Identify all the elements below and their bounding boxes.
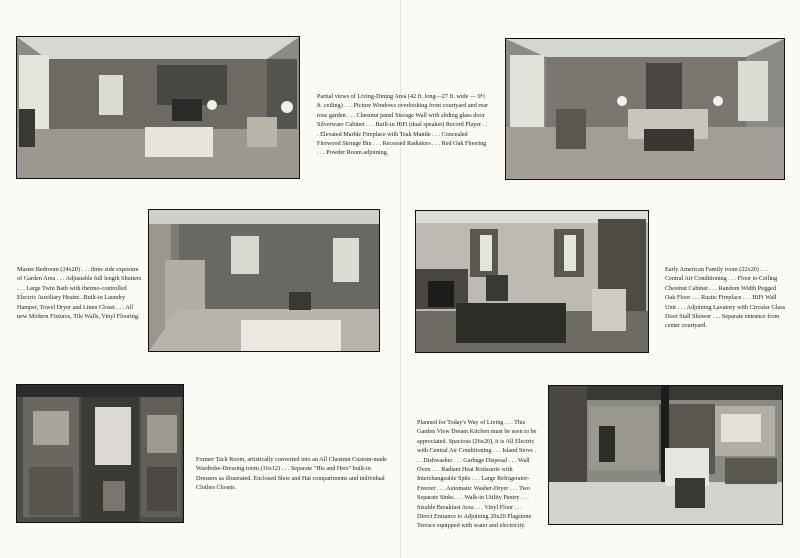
kitchen-photo — [548, 385, 783, 525]
master-bedroom-photo — [148, 209, 380, 352]
living-room-photo-left — [16, 36, 300, 179]
kitchen-caption: Planned for Today's Way of Living . . . This Garden View Dream Kitchen must be seen to be appreciated. Spacious (26x20), it is All Electric with Central Air Conditioning . . . Island Stove . . . Dishwasher . . . Garbage Disposal . . . Wall Oven . . . Radiant Heat Rotisserie with Interchangeable Spits . . . Large Refrigerator-Freezer . . . Automatic Washer-Dryer . . . Two Separate Sinks . . . Walk-in Utility Pantry . . . Sizable Breakfast Area . . . Vinyl Floor . . . Direct Entrance to Adjoining 20x20 Flagstone Terrace equipped with water and electricity. — [417, 419, 537, 530]
master-bedroom-caption: Master Bedroom (24x20) . . . three side exposure of Garden Area . . . Adjustable full length Shutters . . . Large Twin Bath with thermo-controlled Electric Auxiliary Heater...Built-in Laundry Hamper, Towel Dryer and Linen Closet . . . All new Modern Fixtures, Tile Walls, Vinyl Flooring. — [17, 266, 142, 321]
family-room-caption: Early American Family room (22x20) . . . Central Air Conditioning . . . Floor to Ceiling Chestnut Cabinet . . . Random Width Pegged Oak Floor . . . Rustic Fireplace . . . HiFi Wall Unit . . . Adjoining Lavatory with Circular Glass Door Stall Shower . . . Separate entrance from center courtyard. — [665, 266, 786, 330]
family-room-photo — [415, 210, 649, 353]
living-dining-caption: Partial views of Living-Dining Area (42 ft. long—27 ft. wide — 9½ ft. ceiling) . . . Picture Windows overlooking front courtyard and rear rose garden . . . Chestnut panel Storage Wall with sliding glass door Silverware Cabinet . . . Built-in HiFi (dual speaker) Record Player . . . Elevated Marble Fireplace with Teak Mantle . . . Concealed Firewood Storage Bin . . . Recessed Radiators . . . Red Oak Flooring . . . Powder Room adjoining. — [317, 93, 488, 157]
tack-room-photo — [16, 384, 184, 523]
tack-room-caption: Former Tack Room, artistically converted into an All Chestnut Custom-made Wardrobe-Dressing room (16x12) . . . Separate "His and Hers" built-in Dressers as illustrated. Enclosed Shoe and Hat compartments and individual Clothes Closets. — [196, 456, 387, 492]
page-fold — [400, 0, 401, 558]
living-room-photo-right — [505, 38, 785, 180]
